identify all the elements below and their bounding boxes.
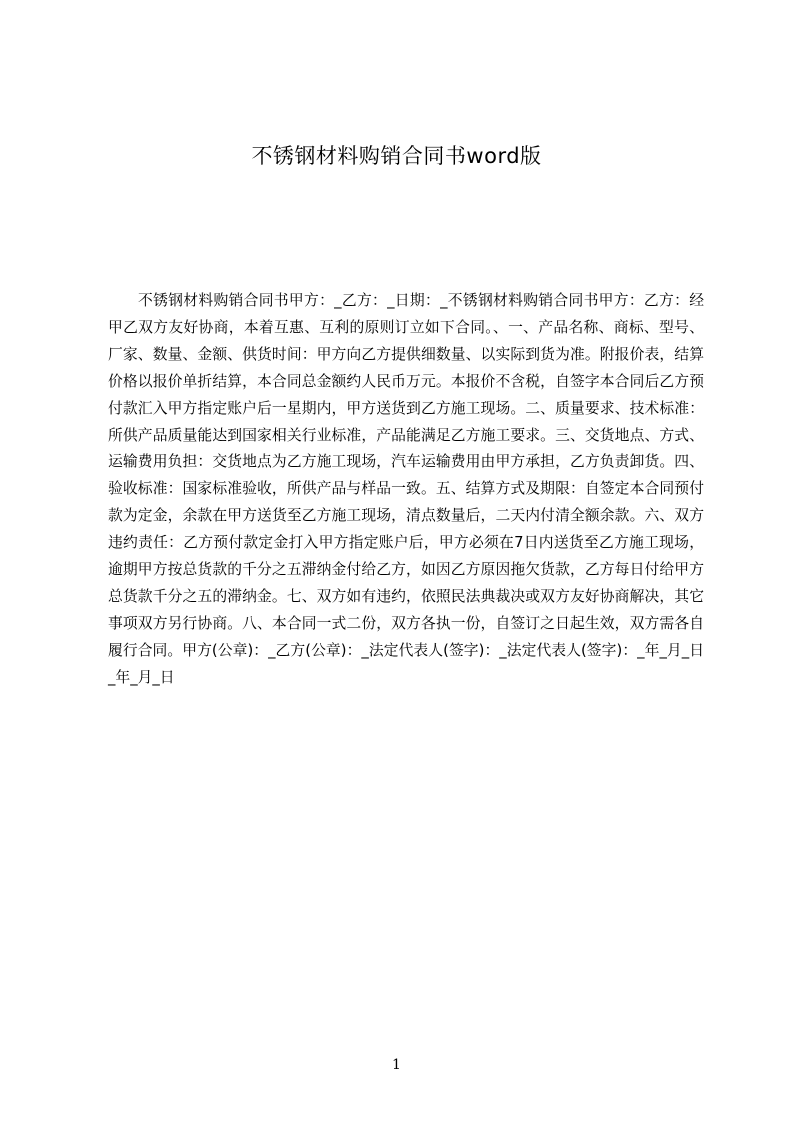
page-number: 1 — [392, 1057, 401, 1073]
contract-body-paragraph: 不锈钢材料购销合同书甲方：_乙方：_日期：_不锈钢材料购销合同书甲方：乙方：经甲乙双方友好协商，本着互惠、互利的原则订立如下合同。、一、产品名称、商标、型号、厂家、数量、金额、供货时间：甲方向乙方提供细数量、以实际到货为准。附报价表，结算价格以报价单折结算，本合同总金额约人民币万元。本报价不含税，自签字本合同后乙方预付款汇入甲方指定账户后一星期内，甲方送货到乙方施工现场。二、质量要求、技术标准：所供产品质量能达到国家相关行业标准，产品能满足乙方施工要求。三、交货地点、方式、运输费用负担：交货地点为乙方施工现场，汽车运输费用由甲方承担，乙方负责卸货。四、验收标准：国家标准验收，所供产品与样品一致。五、结算方式及期限：自签定本合同预付款为定金，余款在甲方送货至乙方施工现场，清点数量后，二天内付清全额余款。六、双方违约责任：乙方预付款定金打入甲方指定账户后，甲方必须在7日内送货至乙方施工现场，逾期甲方按总货款的千分之五滞纳金付给乙方，如因乙方原因拖欠货款，乙方每日付给甲方总货款千分之五的滞纳金。七、双方如有违约，依照民法典裁决或双方友好协商解决，其它事项双方另行协商。八、本合同一式二份，双方各执一份，自签订之日起生效，双方需各自履行合同。甲方(公章)：_乙方(公章)：_法定代表人(签字)：_法定代表人(签字)：_年_月_日_年_月_日 — [108, 292, 704, 686]
document-title: 不锈钢材料购销合同书word版 — [251, 144, 542, 168]
